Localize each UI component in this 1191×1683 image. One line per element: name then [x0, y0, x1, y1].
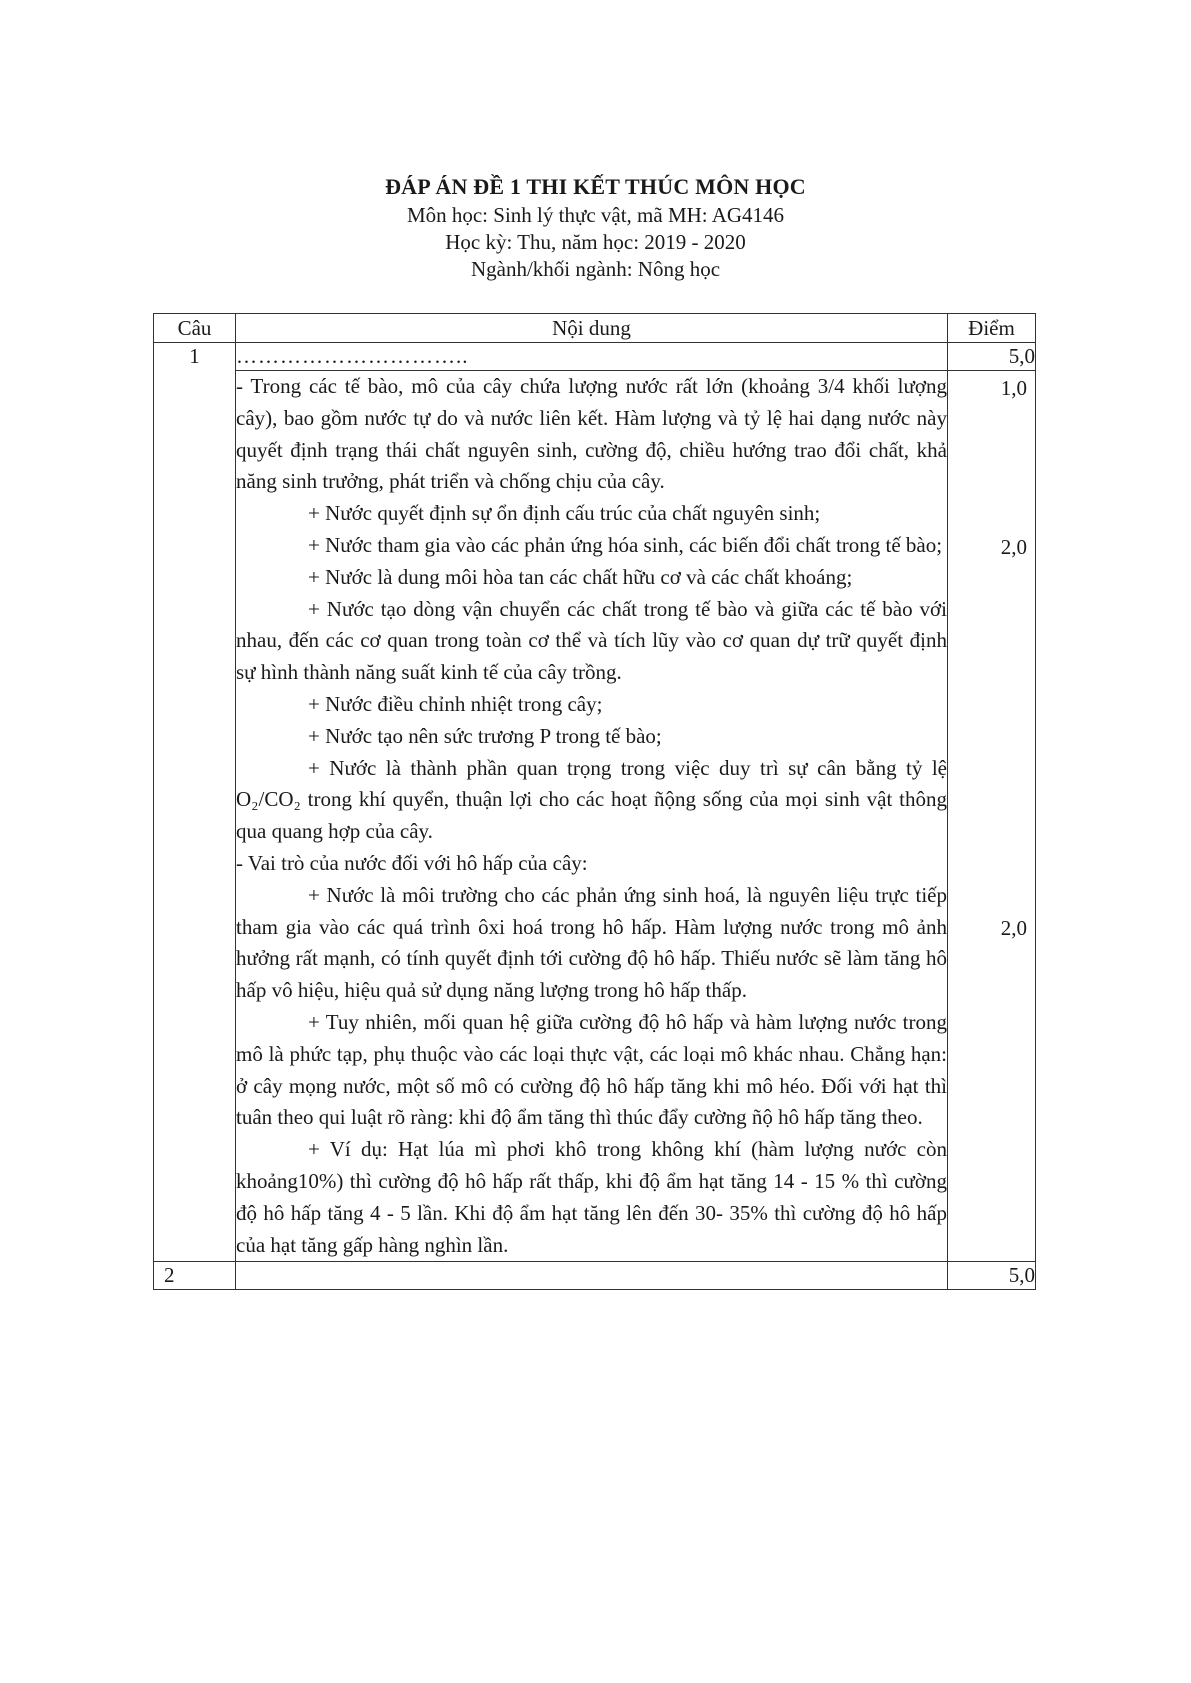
paragraph: + Nước tạo dòng vận chuyển các chất trong tế bào và giữa các tế bào với nhau, đến các cơ quan trong toàn cơ thể và tích lũy vào cơ quan dự trữ quyết định sự hình thành năng suất kinh tế của cây trồng. [236, 596, 947, 685]
question-2-total: 5,0 [948, 1262, 1036, 1290]
semester-line: Học kỳ: Thu, năm học: 2019 - 2020 [445, 230, 746, 254]
score-1: 1,0 [1000, 376, 1027, 400]
header-cau: Câu [154, 314, 236, 343]
paragraph: + Nước quyết định sự ổn định cấu trúc của chất nguyên sinh; [308, 501, 821, 526]
document-title: ĐÁP ÁN ĐỀ 1 THI KẾT THÚC MÔN HỌC [385, 174, 806, 199]
question-2-number: 2 [154, 1262, 236, 1290]
header-noi-dung: Nội dung [236, 314, 948, 343]
paragraph: - Vai trò của nước đối với hô hấp của cây: [236, 850, 588, 875]
paragraph: + Tuy nhiên, mối quan hệ giữa cường độ hô hấp và hàm lượng nước trong mô là phức tạp, phụ thuộc vào các loại thực vật, các loại mô khác nhau. Chẳng hạn: ở cây mọng nước, một số mô có cường độ hô hấp tăng khi mô héo. Đối với hạt thì tuân theo qui luật rõ ràng: khi độ ẩm tăng thì thúc đẩy cường ñộ hô hấp tăng theo. [236, 1009, 947, 1130]
table-row [154, 1262, 1036, 1290]
header-diem: Điểm [948, 314, 1036, 343]
score-2: 2,0 [1000, 535, 1027, 559]
paragraph: + Nước điều chỉnh nhiệt trong cây; [308, 691, 603, 716]
answer-table [153, 313, 1036, 1290]
paragraph: - Trong các tế bào, mô của cây chứa lượng nước rất lớn (khoảng 3/4 khối lượng cây), bao gồm nước tự do và nước liên kết. Hàm lượng và tỷ lệ hai dạng nước này quyết định trạng thái chất nguyên sinh, cường độ, chiều hướng trao đổi chất, khả năng sinh trưởng, phát triển và chống chịu của cây. [236, 374, 947, 494]
major-line: Ngành/khối ngành: Nông học [470, 257, 721, 281]
paragraph: + Nước là thành phần quan trọng trong việc duy trì sự cân bằng tỷ lệ O₂/CO₂ trong khí quyển, thuận lợi cho các hoạt ñộng sống của mọi sinh vật thông qua quang hợp của cây. [236, 755, 947, 844]
table-header-row [154, 314, 1036, 343]
question-1-content [236, 371, 948, 1262]
table-row [154, 371, 1036, 1262]
table-row [154, 343, 1036, 371]
paragraph: + Nước là môi trường cho các phản ứng sinh hoá, là nguyên liệu trực tiếp tham gia vào các quá trình ôxi hoá trong hô hấp. Hàm lượng nước trong mô ảnh hưởng rất mạnh, có tính quyết định tới cường độ hô hấp. Thiếu nước sẽ làm tăng hô hấp vô hiệu, hiệu quả sử dụng năng lượng trong hô hấp thấp. [236, 882, 947, 1003]
question-2-content [236, 1262, 948, 1290]
question-1-total: 5,0 [948, 343, 1036, 371]
paragraph: + Nước tạo nên sức trương P trong tế bào; [308, 723, 662, 748]
paragraph: + Ví dụ: Hạt lúa mì phơi khô trong không khí (hàm lượng nước còn khoảng10%) thì cường độ hô hấp rất thấp, khi độ ẩm hạt tăng 14 - 15 % thì cường độ hô hấp tăng 4 - 5 lần. Khi độ ẩm hạt tăng lên đến 30- 35% thì cường độ hô hấp của hạt tăng gấp hàng nghìn lần. [236, 1137, 947, 1257]
question-1-placeholder: ………………………….. [236, 343, 948, 371]
subject-line: Môn học: Sinh lý thực vật, mã MH: AG4146 [406, 203, 785, 227]
question-1-scores [948, 371, 1036, 1262]
paragraph: + Nước là dung môi hòa tan các chất hữu cơ và các chất khoáng; [308, 564, 853, 589]
question-1-number: 1 [154, 343, 236, 1262]
paragraph: + Nước tham gia vào các phản ứng hóa sinh, các biến đổi chất trong tế bào; [308, 532, 943, 557]
document-header [0, 172, 1191, 283]
score-3: 2,0 [1000, 916, 1027, 940]
